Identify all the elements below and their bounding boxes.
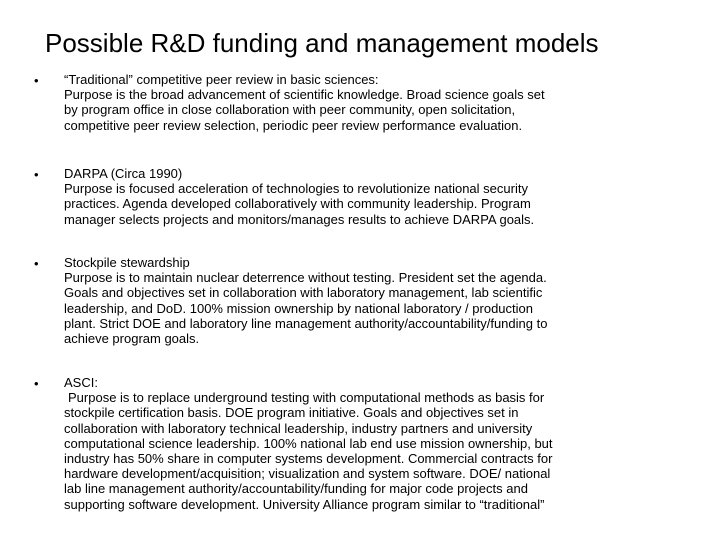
bullet-line: collaboration with laboratory technical leadership, industry partners and university xyxy=(64,420,533,436)
bullet-line: competitive peer review selection, periodic peer review performance evaluation. xyxy=(64,117,523,133)
bullet-line: supporting software development. University Alliance program similar to “traditional” xyxy=(64,496,545,512)
bullet-heading: DARPA (Circa 1990) xyxy=(64,166,183,181)
bullet-line: Goals and objectives set in collaboration with laboratory management, lab scientific xyxy=(64,285,543,301)
bullet-text xyxy=(64,375,684,512)
bullet-dot: • xyxy=(34,256,39,271)
bullet-line: hardware development/acquisition; visualization and system software. DOE/ national xyxy=(64,466,551,482)
bullet-line: by program office in close collaboration with peer community, open solicitation, xyxy=(64,102,516,118)
bullet-line: manager selects projects and monitors/manages results to achieve DARPA goals. xyxy=(64,211,535,227)
bullet-line: Purpose is the broad advancement of scientific knowledge. Broad science goals set xyxy=(64,87,545,103)
bullet-line: leadership, and DoD. 100% mission ownership by national laboratory / production xyxy=(64,300,533,316)
bullet-line: lab line management authority/accountability/funding for major code projects and xyxy=(64,481,528,497)
bullet-text xyxy=(64,72,684,133)
bullet-dot: • xyxy=(34,376,39,391)
bullet-text xyxy=(64,255,684,346)
bullet-line: plant. Strict DOE and laboratory line management authority/accountability/funding to xyxy=(64,315,548,331)
bullet-line: computational science leadership. 100% national lab end use mission ownership, but xyxy=(64,435,553,451)
bullet-line: practices. Agenda developed collaboratively with community leadership. Program xyxy=(64,196,531,212)
bullet-line: industry has 50% share in computer systems development. Commercial contracts for xyxy=(64,451,553,467)
bullet-line: Purpose is to replace underground testing with computational methods as basis for xyxy=(68,390,545,406)
bullet-heading: Stockpile stewardship xyxy=(64,255,190,270)
bullet-heading: “Traditional” competitive peer review in basic sciences: xyxy=(64,72,379,87)
bullet-heading: ASCI: xyxy=(64,375,98,390)
bullet-line: Purpose is focused acceleration of technologies to revolutionize national security xyxy=(64,181,528,197)
page-title: Possible R&D funding and management models xyxy=(45,28,599,58)
bullet-text xyxy=(64,166,684,227)
bullet-line: Purpose is to maintain nuclear deterrence without testing. President set the agenda. xyxy=(64,270,547,286)
bullet-dot: • xyxy=(34,167,39,182)
bullet-line: achieve program goals. xyxy=(64,331,200,347)
bullet-line: stockpile certification basis. DOE program initiative. Goals and objectives set in xyxy=(64,405,519,421)
bullet-dot: • xyxy=(34,73,39,88)
